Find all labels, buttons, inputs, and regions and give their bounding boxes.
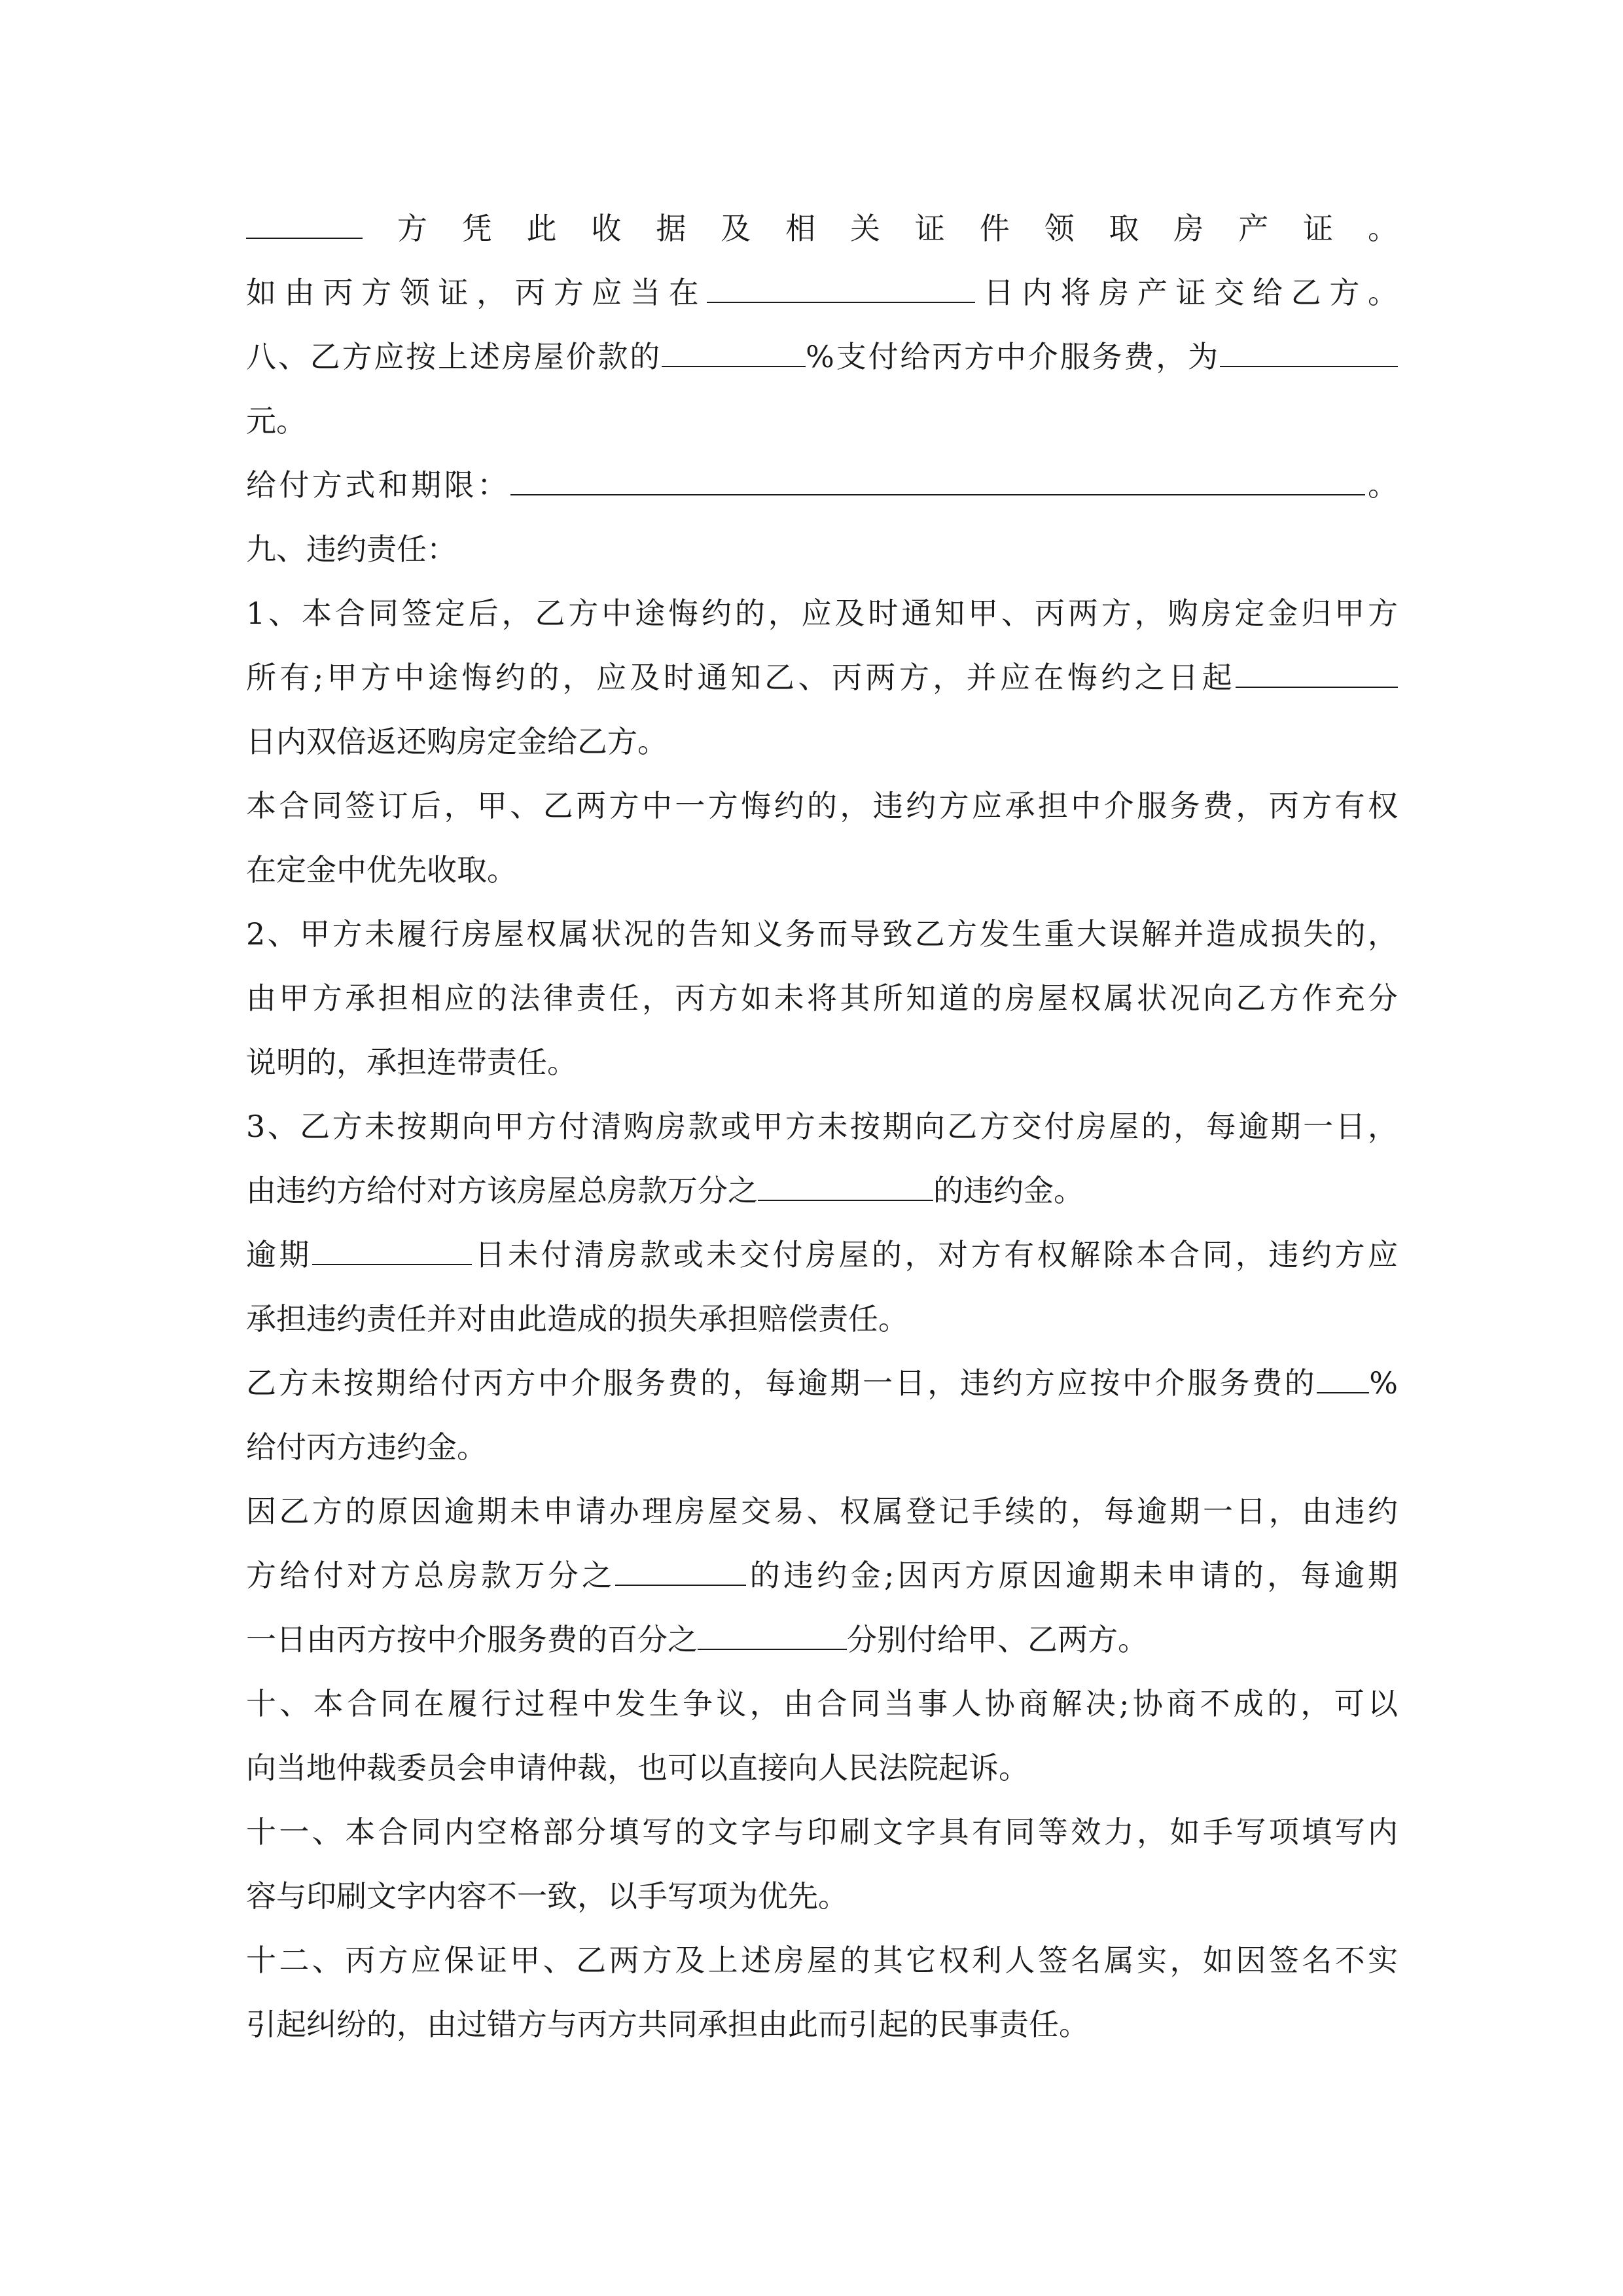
text-line bbox=[246, 1928, 1398, 1992]
blank-field bbox=[312, 1239, 472, 1265]
blank-field bbox=[1220, 341, 1398, 367]
line-text: 八、乙方应按上述房屋价款的 bbox=[246, 339, 662, 374]
line-text: 九、违约责任： bbox=[246, 531, 457, 567]
text-line bbox=[246, 1030, 1398, 1094]
line-text: 向当地仲裁委员会申请仲裁，也可以直接向人民法院起诉。 bbox=[246, 1750, 1029, 1785]
text-line bbox=[246, 1479, 1398, 1543]
line-text: 说明的，承担连带责任。 bbox=[246, 1045, 577, 1080]
text-line bbox=[246, 1543, 1398, 1607]
text-line bbox=[246, 1158, 1398, 1223]
line-text: 如由丙方领证，丙方应当在 bbox=[246, 275, 707, 310]
blank-field bbox=[246, 213, 363, 239]
text-line bbox=[246, 1223, 1398, 1287]
blank-field bbox=[615, 1560, 746, 1586]
line-text: 分别付给甲、乙两方。 bbox=[847, 1622, 1148, 1657]
text-line bbox=[246, 902, 1398, 966]
text-line bbox=[246, 389, 1398, 453]
blank-field bbox=[1317, 1367, 1369, 1393]
line-text: 在定金中优先收取。 bbox=[246, 852, 517, 888]
line-text: 因乙方的原因逾期未申请办理房屋交易、权属登记手续的，每逾期一日，由违约 bbox=[246, 1494, 1398, 1529]
text-line bbox=[246, 1992, 1398, 2056]
text-line bbox=[246, 453, 1398, 517]
line-text: 所有;甲方中途悔约的，应及时通知乙、丙两方，并应在悔约之日起 bbox=[246, 660, 1236, 695]
text-line bbox=[246, 1672, 1398, 1736]
line-text: 一日由丙方按中介服务费的百分之 bbox=[246, 1622, 698, 1657]
text-line bbox=[246, 645, 1398, 709]
line-text: 元。 bbox=[246, 403, 306, 439]
text-line bbox=[246, 1800, 1398, 1864]
text-line bbox=[246, 1736, 1398, 1800]
blank-field bbox=[758, 1175, 933, 1201]
text-line bbox=[246, 325, 1398, 389]
line-text: 十一、本合同内空格部分填写的文字与印刷文字具有同等效力，如手写项填写内 bbox=[246, 1814, 1398, 1850]
line-text: 的违约金;因丙方原因逾期未申请的，每逾期 bbox=[746, 1558, 1399, 1593]
text-line bbox=[246, 1351, 1398, 1415]
line-text: 。 bbox=[1364, 467, 1399, 503]
line-text: 乙方未按期给付丙方中介服务费的，每逾期一日，违约方应按中介服务费的 bbox=[246, 1365, 1317, 1401]
line-text: 给付丙方违约金。 bbox=[246, 1429, 487, 1465]
text-line bbox=[246, 1607, 1398, 1672]
blank-field bbox=[1236, 662, 1398, 688]
text-line bbox=[246, 1094, 1398, 1158]
line-text: 由甲方承担相应的法律责任，丙方如未将其所知道的房屋权属状况向乙方作充分 bbox=[246, 980, 1398, 1016]
text-line bbox=[246, 1287, 1398, 1351]
blank-field bbox=[510, 469, 1365, 495]
line-text: 方给付对方总房款万分之 bbox=[246, 1558, 616, 1593]
text-line bbox=[246, 196, 1398, 260]
line-text: 的违约金。 bbox=[933, 1173, 1084, 1208]
line-text: 十、本合同在履行过程中发生争议，由合同当事人协商解决;协商不成的，可以 bbox=[246, 1686, 1398, 1721]
text-line bbox=[246, 517, 1398, 581]
line-text: 日内将房产证交给乙方。 bbox=[975, 275, 1399, 310]
line-text: 由违约方给付对方该房屋总房款万分之 bbox=[246, 1173, 758, 1208]
line-text: 方凭此收据及相关证件领取房产证。 bbox=[363, 211, 1398, 246]
line-text: %支付给丙方中介服务费，为 bbox=[806, 339, 1220, 374]
text-line bbox=[246, 581, 1398, 645]
line-text: 引起纠纷的，由过错方与丙方共同承担由此而引起的民事责任。 bbox=[246, 2007, 1089, 2042]
text-line bbox=[246, 838, 1398, 902]
line-text: 容与印刷文字内容不一致，以手写项为优先。 bbox=[246, 1878, 848, 1914]
line-text: 日未付清房款或未交付房屋的，对方有权解除本合同，违约方应 bbox=[472, 1237, 1399, 1272]
document-body bbox=[246, 196, 1398, 2056]
text-line bbox=[246, 709, 1398, 774]
blank-field bbox=[662, 341, 806, 367]
line-text: % bbox=[1369, 1365, 1398, 1401]
blank-field bbox=[698, 1624, 847, 1650]
line-text: 十二、丙方应保证甲、乙两方及上述房屋的其它权利人签名属实，如因签名不实 bbox=[246, 1943, 1398, 1978]
line-text: 1、本合同签定后，乙方中途悔约的，应及时通知甲、丙两方，购房定金归甲方 bbox=[246, 596, 1398, 631]
text-line bbox=[246, 774, 1398, 838]
text-line bbox=[246, 1864, 1398, 1928]
line-text: 承担违约责任并对由此造成的损失承担赔偿责任。 bbox=[246, 1301, 908, 1336]
text-line bbox=[246, 260, 1398, 325]
line-text: 本合同签订后，甲、乙两方中一方悔约的，违约方应承担中介服务费，丙方有权 bbox=[246, 788, 1398, 823]
text-line bbox=[246, 1415, 1398, 1479]
blank-field bbox=[707, 277, 975, 303]
line-text: 2、甲方未履行房屋权属状况的告知义务而导致乙方发生重大误解并造成损失的， bbox=[246, 916, 1398, 952]
line-text: 给付方式和期限： bbox=[246, 467, 510, 503]
line-text: 日内双倍返还购房定金给乙方。 bbox=[246, 724, 668, 759]
line-text: 逾期 bbox=[246, 1237, 313, 1272]
line-text: 3、乙方未按期向甲方付清购房款或甲方未按期向乙方交付房屋的，每逾期一日， bbox=[246, 1109, 1398, 1144]
text-line bbox=[246, 966, 1398, 1030]
